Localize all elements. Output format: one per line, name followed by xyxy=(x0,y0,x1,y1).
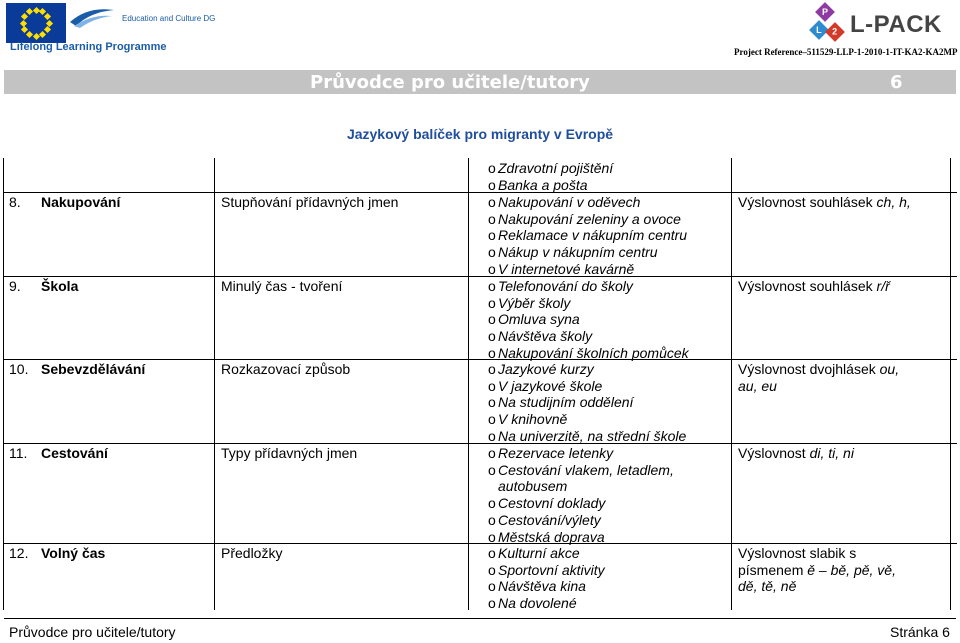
row-topic-name: Cestování xyxy=(41,445,108,461)
table-row-topic xyxy=(9,194,120,211)
list-item: o Banka a pošta xyxy=(488,176,588,193)
table-row-topic xyxy=(9,445,108,462)
lpack-cube-l-icon: L xyxy=(809,20,829,40)
llp-dg-text: Education and Culture DG xyxy=(122,14,216,23)
eu-star-icon xyxy=(26,31,33,38)
row-activities xyxy=(488,361,686,445)
table-row-grammar: Typy přídavných jmen xyxy=(221,445,358,461)
list-item: o V internetové kavárně xyxy=(488,260,635,277)
row-divider xyxy=(3,443,957,444)
table-row-pronunciation xyxy=(738,545,896,595)
pron-italic: di, ti, ni xyxy=(809,445,854,461)
list-item: o Nákup v nákupním centru xyxy=(488,244,658,261)
table-row-grammar: Rozkazovací způsob xyxy=(221,361,351,377)
eu-star-icon xyxy=(44,13,51,20)
prev-row-bullets xyxy=(488,160,613,193)
pron-italic: ch, h, xyxy=(876,194,911,210)
pron-text: Výslovnost xyxy=(738,445,806,461)
table-row-pronunciation xyxy=(738,445,854,462)
row-activities xyxy=(488,545,605,612)
pron-italic-line2: ě – bě, pě, vě, xyxy=(807,561,896,578)
footer-guide-title: Průvodce pro učitele/tutory xyxy=(9,624,176,640)
table-row-pronunciation xyxy=(738,361,899,394)
row-topic-name: Škola xyxy=(41,278,79,294)
list-item: o Sportovní aktivity xyxy=(488,561,605,578)
footer-page-label: Stránka 6 xyxy=(890,624,950,640)
list-item: o Na studijním oddělení xyxy=(488,394,634,411)
list-item: o Cestovní doklady xyxy=(488,495,606,512)
row-activities xyxy=(488,194,687,278)
pron-text: Výslovnost souhlásek xyxy=(738,194,873,210)
table-row-topic xyxy=(9,545,105,562)
lpack-title: L-PACK xyxy=(850,11,942,38)
list-item: o Jazykové kurzy xyxy=(488,361,594,377)
list-item: o Nakupování v oděvech xyxy=(488,194,641,210)
list-item: o Nakupování zeleniny a ovoce xyxy=(488,210,681,227)
list-item: autobusem xyxy=(498,478,568,495)
table-row-topic xyxy=(9,278,78,295)
pron-italic: ou, xyxy=(879,361,900,377)
list-item: o Na univerzitě, na střední škole xyxy=(488,427,687,444)
eu-star-icon xyxy=(21,13,28,20)
list-item: o Omluva syna xyxy=(488,311,580,328)
footer-divider xyxy=(4,618,956,619)
row-topic-name: Volný čas xyxy=(41,545,106,561)
list-item: o Nakupování školních pomůcek xyxy=(488,344,689,361)
lesson-table xyxy=(0,158,960,610)
lpack-logo xyxy=(810,3,950,47)
row-number: 11. xyxy=(9,445,28,461)
project-reference: Project Reference–511529-LLP-1-2010-1-IT-KA2-KA2MP xyxy=(734,47,958,57)
list-item: o Návštěva kina xyxy=(488,578,586,595)
list-item: o Telefonování do školy xyxy=(488,278,633,294)
row-number: 8. xyxy=(9,194,21,210)
eu-star-icon xyxy=(39,31,46,38)
table-row-topic xyxy=(9,361,145,378)
eu-star-icon xyxy=(44,26,51,33)
guide-title: Průvodce pro učitele/tutory xyxy=(310,72,590,93)
row-activities xyxy=(488,445,674,545)
row-number: 12. xyxy=(9,545,29,561)
list-item: o V jazykové škole xyxy=(488,377,603,394)
lpack-cube-p-icon: P xyxy=(815,2,835,22)
row-divider xyxy=(3,543,957,544)
row-divider xyxy=(3,192,957,193)
list-item: o Reklamace v nákupním centru xyxy=(488,227,688,244)
table-row-grammar: Minulý čas - tvoření xyxy=(221,278,343,294)
row-divider xyxy=(3,359,957,360)
pron-text: Výslovnost dvojhlásek xyxy=(738,361,876,377)
list-item: o V knihovně xyxy=(488,411,568,428)
list-item: o Na dovolené xyxy=(488,595,577,612)
list-item: o Zdravotní pojištění xyxy=(488,160,614,176)
pron-text-line2: písmenem xyxy=(738,561,804,578)
table-row-pronunciation xyxy=(738,194,911,211)
pron-text: Výslovnost souhlásek xyxy=(738,278,873,294)
pron-italic: r/ř xyxy=(876,278,890,294)
pron-text: Výslovnost slabik s xyxy=(738,545,857,561)
pron-italic-line2: au, eu xyxy=(738,377,777,394)
llp-programme-label: Lifelong Learning Programme xyxy=(10,41,167,53)
pron-italic-line3: dě, tě, ně xyxy=(738,578,797,594)
list-item: o Návštěva školy xyxy=(488,328,593,345)
row-topic-name: Nakupování xyxy=(41,194,121,210)
list-item: o Cestování/výlety xyxy=(488,511,601,528)
list-item: o Kulturní akce xyxy=(488,545,580,561)
list-item: o Cestování vlakem, letadlem, xyxy=(488,461,674,478)
list-item: o Výběr školy xyxy=(488,294,571,311)
document-subtitle: Jazykový balíček pro migranty v Evropě xyxy=(346,126,614,142)
row-activities xyxy=(488,278,689,362)
title-bar xyxy=(4,70,956,94)
row-number: 9. xyxy=(9,278,21,294)
row-topic-name: Sebevzdělávání xyxy=(41,361,146,377)
list-item: o Městská doprava xyxy=(488,528,605,545)
eu-star-icon xyxy=(19,19,26,26)
table-row-grammar: Stupňování přídavných jmen xyxy=(221,194,399,210)
row-number: 10. xyxy=(9,361,29,377)
guide-page-number: 6 xyxy=(890,72,903,93)
list-item: o Rezervace letenky xyxy=(488,445,614,461)
table-row-pronunciation xyxy=(738,278,890,295)
eu-star-icon xyxy=(26,8,33,15)
lpack-cube-2-icon: 2 xyxy=(825,22,845,42)
eu-flag-logo xyxy=(6,3,66,43)
llp-swoosh-logo xyxy=(68,4,116,28)
row-divider xyxy=(3,276,957,277)
table-row-grammar: Předložky xyxy=(221,545,283,561)
